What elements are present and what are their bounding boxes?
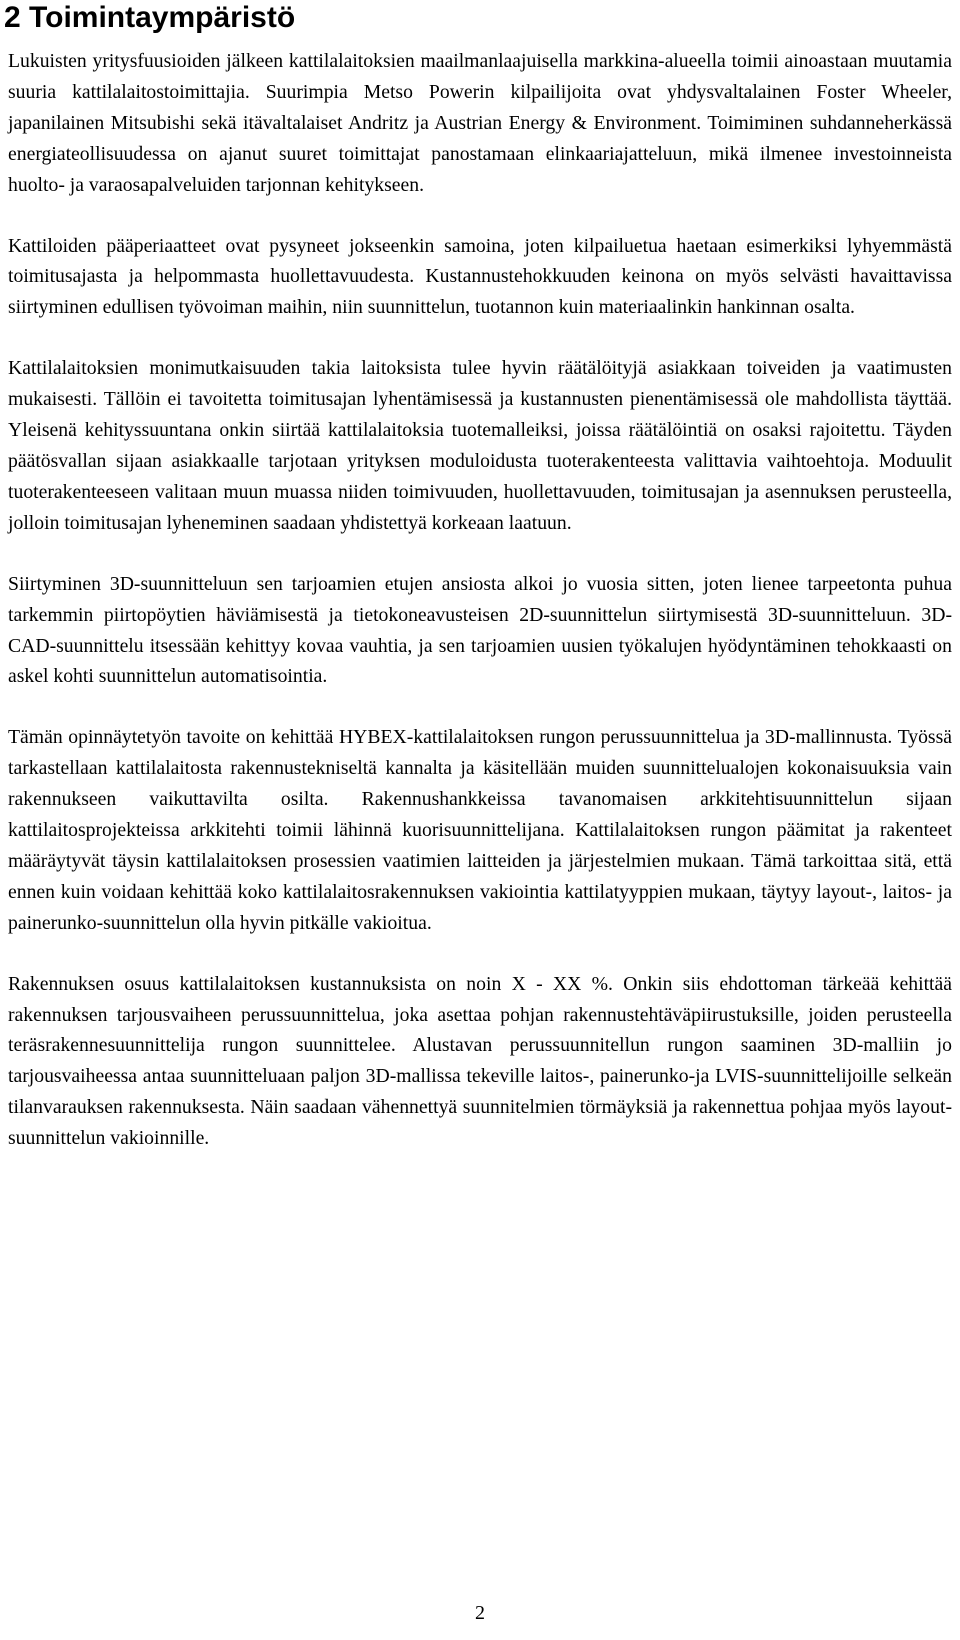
page-number: 2 [475,1602,485,1624]
paragraph-thesis-goal: Tämän opinnäytetyön tavoite on kehittää HYBEX-kattilalaitoksen rungon perussuunnittelua ja 3D-mallinnusta. Työssä tarkastellaan kattilalaitosta rakennustekniseltä kannalta ja käsitellään muiden suunnittelualojen kokonaisuuksia vain rakennukseen vaikuttavilta osilta. Rakennushankkeissa tavanomaisen arkkitehtisuunnittelun sijaan kattilaitosprojekteissa arkkitehti toimii lähinnä kuorisuunnittelijana. Kattilalaitoksen rungon päämitat ja rakenteet määräytyvät täysin kattilalaitoksen prosessien vaatimien laitteiden ja järjestelmien mukaan. Tämä tarkoittaa sitä, että ennen kuin voidaan kehittää koko kattilalaitosrakennuksen vakiointia kattilatyyppien mukaan, täytyy layout-, laitos- ja painerunko-suunnittelun olla hyvin pitkälle vakioitua. [8,726,952,934]
document-page [4,0,952,1184]
paragraph-competitors: Lukuisten yritysfuusioiden jälkeen kattilalaitoksien maailmanlaajuisella markkina-alueella toimii ainoastaan muutamia suuria kattilalaitostoimittajia. Suurimpia Metso Powerin kilpailijoita ovat yhdysvaltalainen Foster Wheeler, japanilainen Mitsubishi sekä itävaltalaiset Andritz ja Austrian Energy & Environment. Toimiminen suhdanneherkässä energiateollisuudessa on ajanut suuret toimittajat panostamaan elinkaariajatteluun, mikä ilmenee investoinneista huolto- ja varaosapalveluiden tarjonnan kehitykseen. [8,50,952,196]
paragraph-3d-design: Siirtyminen 3D-suunnitteluun sen tarjoamien etujen ansiosta alkoi jo vuosia sitten, joten lienee tarpeetonta puhua tarkemmin piirtopöytien häviämisestä ja tietokoneavusteisen 2D-suunnittelun siirtymisestä 3D-suunnitteluun. 3D-CAD-suunnittelu itsessään kehittyy kovaa vauhtia, ja sen tarjoamien uusien työkalujen hyödyntäminen tehokkaasti on askel kohti suunnittelun automatisointia. [8,572,952,688]
paragraph-building-costs: Rakennuksen osuus kattilalaitoksen kustannuksista on noin X - XX %. Onkin siis ehdottoman tärkeää kehittää rakennuksen tarjousvaiheen perussuunnittelua, joka asettaa pohjan rakennustehtäväpiirustuksille, joiden perusteella teräsrakennesuunnittelija rungon suunnittelee. Alustavan perussuunnitellun rungon saaminen 3D-malliin jo tarjousvaiheessa antaa suunnitteluaan paljon 3D-mallissa tekeville laitos-, painerunko-ja LVIS-suunnittelijoille selkeän tilanvarauksen rakennuksesta. Näin saadaan vähennettyä suunnitelmien törmäyksiä ja rakennettua pohjaa myös layout-suunnittelun vakioinnille. [8,972,952,1150]
section-heading: 2 Toimintaympäristö [4,1,296,34]
paragraph-product-models: Kattilalaitoksien monimutkaisuuden takia laitoksista tulee hyvin räätälöityjä asiakkaan toiveiden ja vaatimusten mukaisesti. Tällöin ei tavoitetta toimitusajan lyhentämisessä ja kustannusten pienentämisessä ole mahdollista täyttää. Yleisenä kehityssuuntana onkin siirtää kattilalaitoksia tuotemalleiksi, joissa räätälöintiä on osaksi rajoitettu. Täyden päätösvallan sijaan asiakkaalle tarjotaan yrityksen moduloidusta tuoterakenteesta valittavia vaihtoehtoja. Moduulit tuoterakenteeseen valitaan muun muassa niiden toimivuuden, huollettavuuden, toimitusajan ja asennuksen perusteella, jolloin toimitusajan lyheneminen saadaan yhdistettyä korkeaan laatuun. [8,357,952,534]
paragraph-boiler-principles: Kattiloiden pääperiaatteet ovat pysyneet jokseenkin samoina, joten kilpailuetua haetaan esimerkiksi lyhyemmästä toimitusajasta ja helpommasta huollettavuudesta. Kustannustehokkuuden keinona on myös selvästi havaittavissa siirtyminen edullisen työvoiman maihin, niin suunnittelun, tuotannon kuin materiaalinkin hankinnan osalta. [8,234,952,319]
